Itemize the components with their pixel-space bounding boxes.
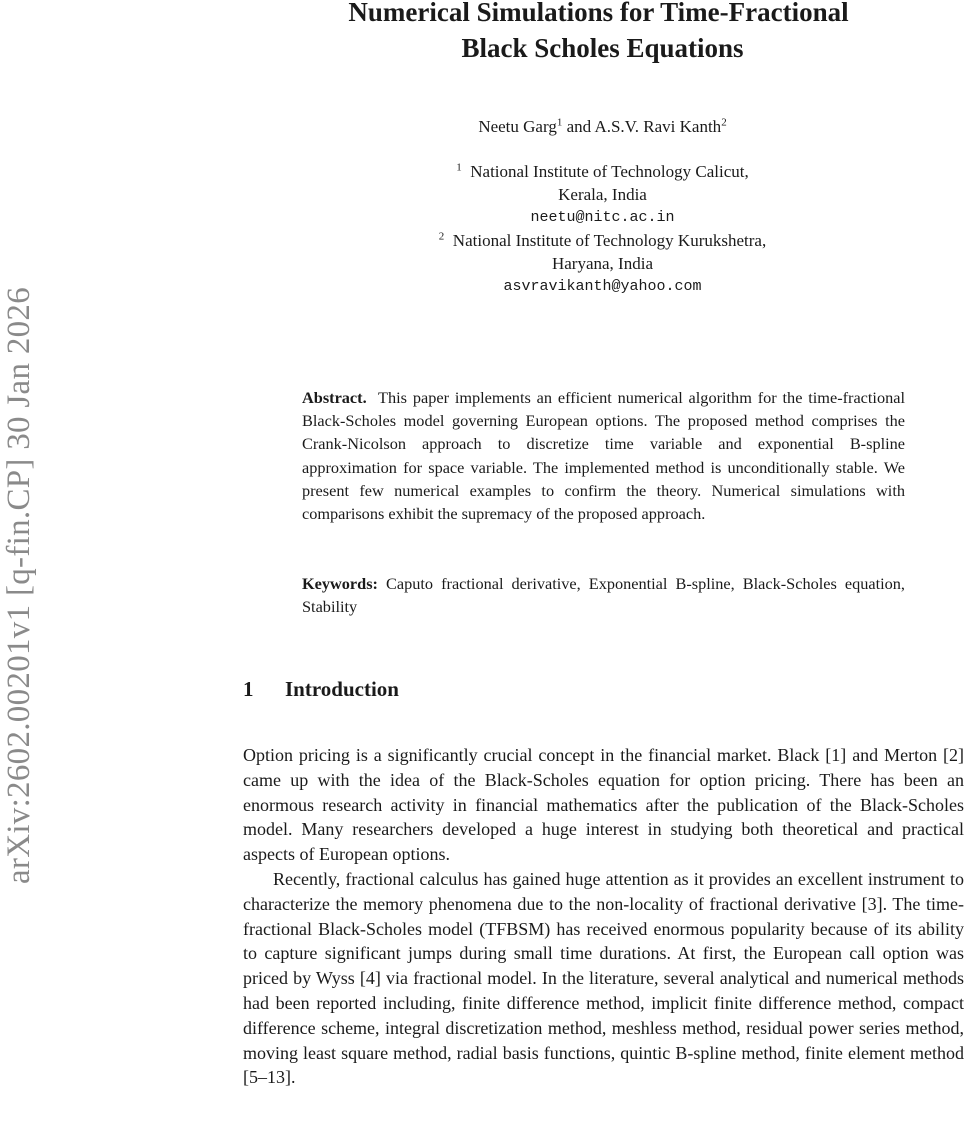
- section-number: 1: [243, 677, 254, 701]
- title-line-2: Black Scholes Equations: [461, 33, 744, 63]
- affiliation-location: Kerala, India: [558, 185, 647, 204]
- affiliation-mark: 2: [438, 230, 445, 243]
- affiliation-line: [240, 160, 965, 183]
- section-title: Introduction: [285, 677, 399, 701]
- author-name: Neetu Garg: [478, 117, 557, 136]
- affiliation-email[interactable]: neetu@nitc.ac.in: [530, 209, 675, 226]
- paragraph: Option pricing is a significantly crucial concept in the financial market. Black [1] and Merton [2] came up with the idea of the Black-Scholes equation for option pricing. There has been an enormous research activity in financial mathematics after the publication of the Black-Scholes model. Many researchers developed a huge interest in studying both theoretical and practical aspects of European options.: [243, 745, 964, 865]
- arxiv-sidebar: [3, 200, 37, 970]
- keywords: [302, 572, 905, 618]
- affiliation-institution: National Institute of Technology Kurukshetra,: [452, 231, 767, 250]
- affiliation-line: [240, 229, 965, 252]
- keywords-text: Caputo fractional derivative, Exponential B-spline, Black-Scholes equation, Stability: [302, 574, 905, 617]
- arxiv-identifier: arXiv:2602.00201v1 [q-fin.CP] 30 Jan 2026: [1, 286, 38, 884]
- author-affiliation-mark: 2: [721, 116, 727, 129]
- paragraph: Recently, fractional calculus has gained huge attention as it provides an excellent instrument to characterize the memory phenomena due to the non-locality of fractional derivative [3]. The time-fractional Black-Scholes model (TFBSM) has received enormous popularity because of its ability to capture significant jumps during small time durations. At first, the European call option was priced by Wyss [4] via fractional model. In the literature, several analytical and numerical methods had been reported including, finite difference method, implicit finite difference method, compact difference scheme, integral discretization method, meshless method, residual power series method, moving least square method, radial basis functions, quintic B-spline method, finite element method [5–13].: [243, 868, 964, 1088]
- affiliations: [240, 160, 965, 298]
- affiliation-email[interactable]: asvravikanth@yahoo.com: [503, 278, 702, 295]
- author-affiliation-mark: 1: [556, 116, 563, 129]
- keywords-label: Keywords:: [302, 574, 378, 593]
- section-heading: [243, 675, 399, 703]
- paper-title: [240, 0, 965, 66]
- introduction-body: [243, 743, 964, 1090]
- author-name: A.S.V. Ravi Kanth: [594, 117, 722, 136]
- title-line-1: Numerical Simulations for Time-Fractional: [348, 0, 849, 27]
- author-joiner: and: [562, 117, 595, 136]
- abstract-label: Abstract.: [302, 388, 367, 407]
- affiliation-institution: National Institute of Technology Calicut,: [470, 162, 749, 181]
- author-list: [240, 116, 965, 138]
- affiliation-location: Haryana, India: [551, 254, 653, 273]
- abstract: [302, 386, 905, 525]
- affiliation-mark: 1: [456, 161, 462, 174]
- abstract-text: This paper implements an efficient numerical algorithm for the time-fractional Black-Scholes model governing European options. The proposed method comprises the Crank-Nicolson approach to discretize time variable and exponential B-spline approximation for space variable. The implemented method is unconditionally stable. We present few numerical examples to confirm the theory. Numerical simulations with comparisons exhibit the supremacy of the proposed approach.: [302, 388, 905, 524]
